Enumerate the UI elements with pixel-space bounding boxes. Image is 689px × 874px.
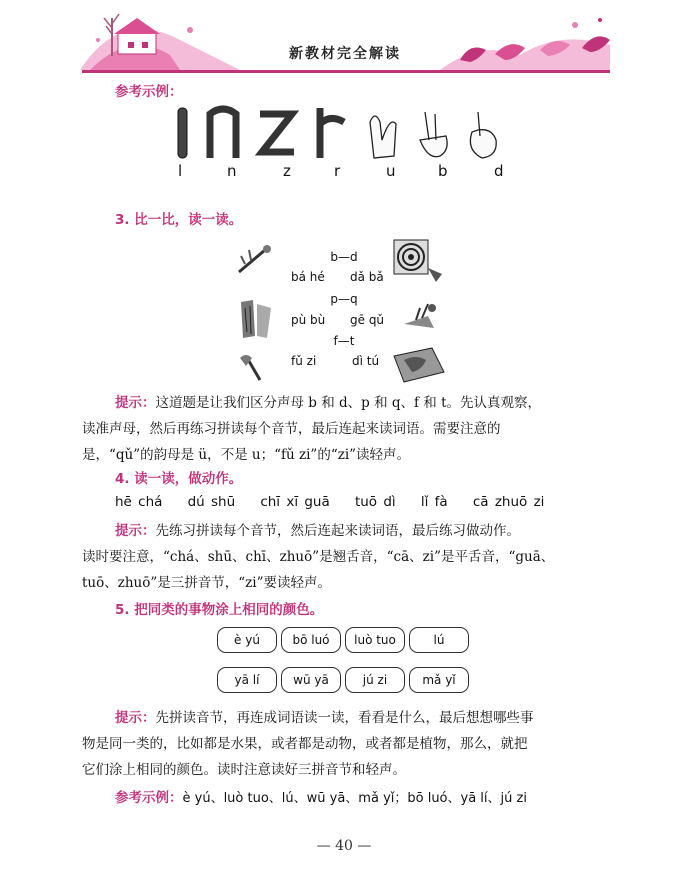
word-box[interactable]: jú zi (345, 667, 405, 693)
letter-label-z: z (283, 162, 291, 180)
axe-image (238, 352, 268, 384)
hint-label: 提示： (115, 523, 156, 539)
letter-label-r: r (334, 162, 341, 180)
waterfall-image (237, 298, 277, 340)
section-4-heading: 4. 读一读，做动作。 (115, 471, 243, 487)
phrase: tuō dì (354, 494, 396, 510)
hint-line: 物是同一类的，比如都是水果，或者都是动物，或者都是植物，那么，就把 (82, 736, 528, 752)
section-3-heading: 3. 比一比，读一读。 (115, 212, 243, 228)
word-ge-qu: gē qǔ (350, 313, 385, 327)
header-title: 新教材完全解读 (289, 46, 401, 62)
word-fu-zi: fǔ zi (291, 354, 317, 368)
phrase: hē chá (115, 494, 163, 510)
pull-radish-image (235, 242, 277, 278)
letter-label-b: b (438, 162, 448, 180)
example-text: è yú、luò tuo、lú、wū yā、mǎ yǐ；bō luó、yā lí、jú zi (182, 791, 527, 806)
example-label: 参考示例： (115, 790, 183, 806)
word-box[interactable]: è yú (217, 627, 277, 653)
pair-p-q: p—q (330, 292, 358, 306)
phrase: chī xī guā (260, 494, 330, 510)
hint-line: 读准声母，然后再练习拼读每个音节，最后连起来读词语。需要注意的 (82, 421, 501, 437)
map-image (392, 346, 446, 384)
hint-line: 先拼读音节，再连成词语读一读，看看是什么，最后想想哪些事 (155, 710, 534, 726)
word-box[interactable]: yā lí (217, 667, 277, 693)
target-image (392, 238, 444, 284)
section-4-phrases (115, 494, 544, 510)
section-5-example (115, 785, 527, 812)
hint-line: tuō、zhuō”是三拼音节，“zi”要读轻声。 (82, 575, 332, 591)
word-di-tu: dì tú (352, 354, 380, 368)
letter-label-n: n (227, 162, 237, 180)
pair-b-d: b—d (330, 250, 358, 264)
section-5-hint (82, 705, 612, 783)
singing-bird-image (398, 298, 440, 338)
word-da-ba: dǎ bǎ (350, 270, 384, 284)
hint-line: 先练习拼读每个音节，然后连起来读词语，最后练习做动作。 (155, 523, 520, 539)
example-label: 参考示例： (115, 84, 183, 100)
phrase: lǐ fà (420, 494, 448, 510)
word-box[interactable]: bō luó (281, 627, 341, 653)
letter-label-l: l (178, 162, 183, 180)
header-divider (82, 70, 610, 73)
word-box[interactable]: luò tuo (345, 627, 405, 653)
hint-line: 读时要注意，“chá、shū、chī、zhuō”是翘舌音，“cā、zi”是平舌音，“guā、 (82, 549, 555, 565)
header-decoration (0, 0, 689, 80)
phrase: cā zhuō zi (472, 494, 545, 510)
word-pu-bu: pù bù (291, 313, 326, 327)
word-box[interactable]: mǎ yǐ (409, 667, 469, 693)
pair-f-t: f—t (333, 334, 355, 348)
section-3-hint (82, 390, 612, 468)
hint-line: 是，“qǔ”的韵母是 ü，不是 u；“fǔ zi”的“zi”读轻声。 (82, 447, 411, 463)
letter-label-u: u (386, 162, 396, 180)
word-box[interactable]: wū yā (281, 667, 341, 693)
letter-label-d: d (494, 162, 504, 180)
word-box[interactable]: lú (409, 627, 469, 653)
hint-label: 提示： (115, 710, 156, 726)
hint-line: 这道题是让我们区分声母 b 和 d、p 和 q、f 和 t。先认真观察， (155, 395, 542, 411)
hint-line: 它们涂上相同的颜色。读时注意读好三拼音节和轻声。 (82, 762, 406, 778)
section-5-heading: 5. 把同类的事物涂上相同的颜色。 (115, 602, 324, 618)
letter-shapes-illustration (170, 100, 520, 185)
page-number: — 40 — (316, 838, 372, 854)
phrase: dú shū (187, 494, 236, 510)
word-ba-he: bá hé (291, 270, 325, 284)
section-4-hint (82, 518, 612, 596)
hint-label: 提示： (115, 395, 156, 411)
